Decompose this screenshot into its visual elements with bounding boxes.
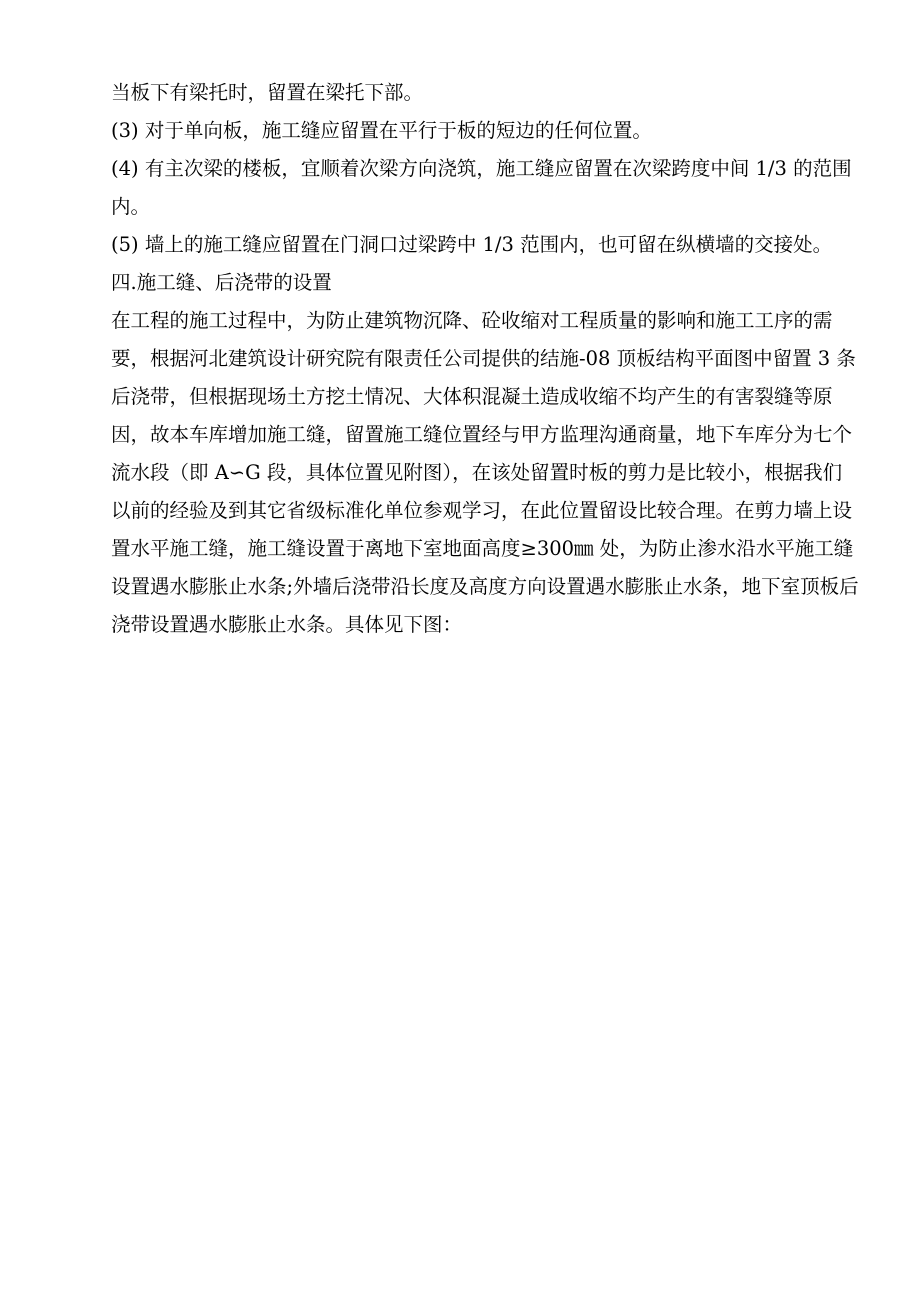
paragraph-item-4: (4) 有主次梁的楼板，宜顺着次梁方向浇筑，施工缝应留置在次梁跨度中间 1/3 的范围内。	[111, 157, 852, 218]
paragraph-item-5: (5) 墙上的施工缝应留置在门洞口过梁跨中 1/3 范围内，也可留在纵横墙的交接处。	[111, 233, 833, 256]
paragraph-item-3: (3) 对于单向板，施工缝应留置在平行于板的短边的任何位置。	[111, 119, 652, 142]
body-paragraph: 在工程的施工过程中，为防止建筑物沉降、砼收缩对工程质量的影响和施工工序的需要，根据河北建筑设计研究院有限责任公司提供的结施-08 顶板结构平面图中留置 3 条后浇带，但根据现场土方挖土情况、大体积混凝土造成收缩不均产生的有害裂缝等原因，故本车库增加施工缝，留置施工缝位置经与甲方监理沟通商量，地下车库分为七个流水段（即 A∽G 段，具体位置见附图），在该处留置时板的剪力是比较小，根据我们以前的经验及到其它省级标准化单位参观学习，在此位置留设比较合理。在剪力墙上设置水平施工缝，施工缝设置于离地下室地面高度≥300㎜ 处，为防止渗水沿水平施工缝设置遇水膨胀止水条;外墙后浇带沿长度及高度方向设置遇水膨胀止水条，地下室顶板后浇带设置遇水膨胀止水条。具体见下图：	[111, 309, 859, 636]
paragraph-beam-support: 当板下有梁托时，留置在梁托下部。	[111, 81, 424, 104]
section-heading: 四.施工缝、后浇带的设置	[111, 271, 332, 294]
document-body	[111, 74, 859, 644]
